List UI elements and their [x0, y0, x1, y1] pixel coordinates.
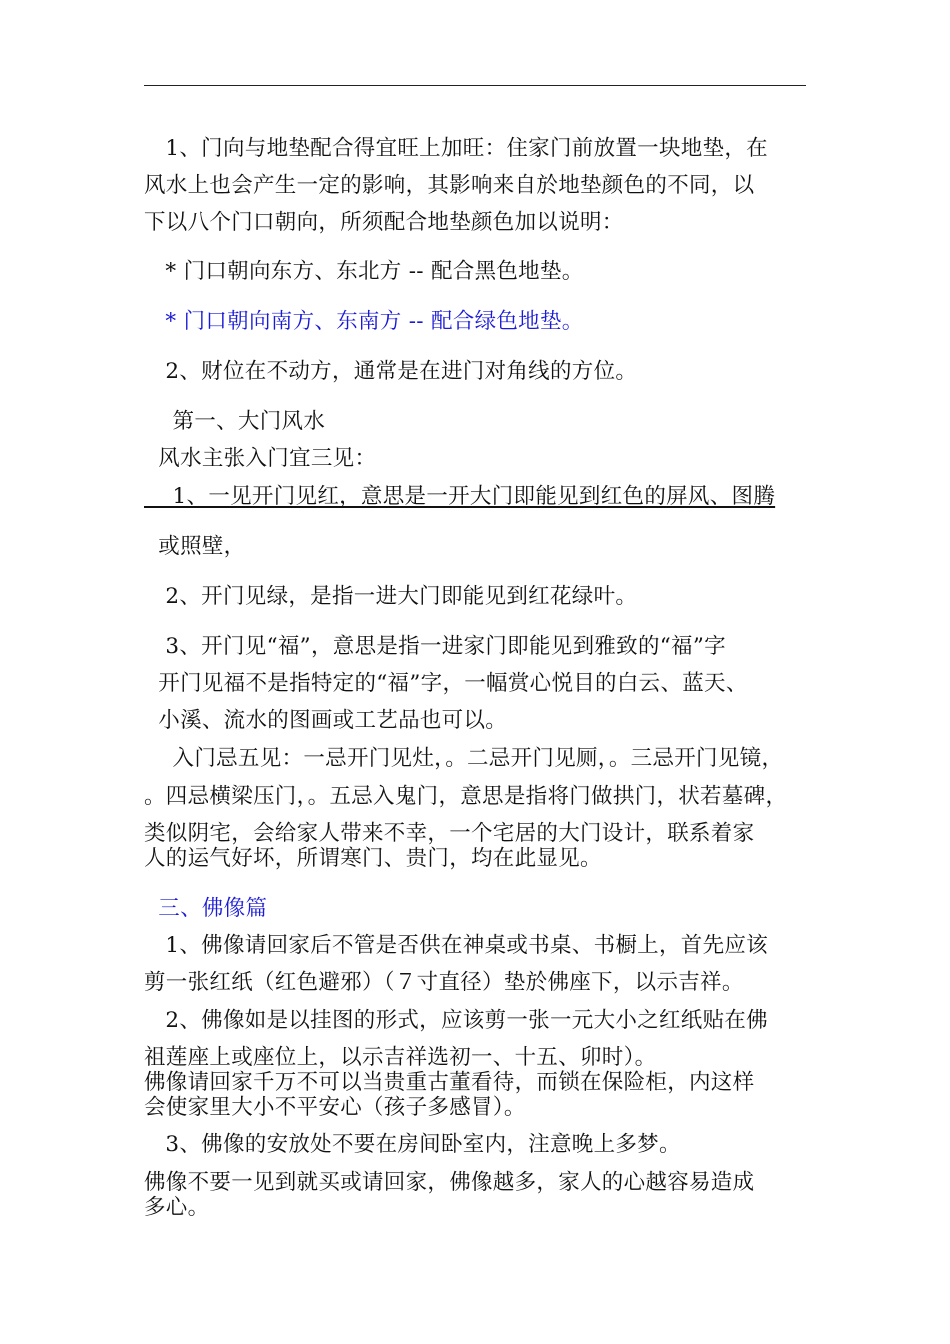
buddha-3: 3、佛像的安放处不要在房间卧室内，注意晚上多梦。 — [144, 1132, 681, 1157]
paragraph-1-line-2: 风水上也会产生一定的影响，其影响来自於地垫颜色的不同，以 — [144, 173, 755, 198]
item-green: 2、开门见绿，是指一进大门即能见到红花绿叶。 — [144, 584, 638, 609]
paragraph-2: 2、财位在不动方，通常是在进门对角线的方位。 — [144, 359, 638, 384]
paragraph-1-line-3: 下以八个门口朝向，所须配合地垫颜色加以说明： — [144, 210, 624, 235]
buddha-2-line-2: 祖莲座上或座位上，以示吉祥选初一、十五、卯时）。 — [144, 1045, 657, 1070]
header-rule — [144, 85, 806, 86]
bullet-south: * 门口朝向南方、东南方 -- 配合绿色地垫。 — [144, 309, 584, 334]
item-fortune-line-3: 小溪、流水的图画或工艺品也可以。 — [144, 708, 508, 733]
five-taboos-line-4: 人的运气好坏，所谓寒门、贵门，均在此显见。 — [144, 846, 602, 871]
five-taboos-line-2: 。四忌横梁压门，。五忌入鬼门，意思是指将门做拱门，状若墓碑， — [144, 784, 788, 809]
item-fortune-line-2: 开门见福不是指特定的“福”字，一幅赏心悦目的白云、蓝天、 — [144, 671, 748, 696]
paragraph-1-line-1: 1、门向与地垫配合得宜旺上加旺：住家门前放置一块地垫，在 — [144, 136, 768, 161]
buddha-final-line-2: 多心。 — [144, 1195, 210, 1220]
buddha-1-line-1: 1、佛像请回家后不管是否供在神桌或书桌、书橱上，首先应该 — [144, 933, 768, 958]
buddha-final-line-1: 佛像不要一见到就买或请回家，佛像越多，家人的心越容易造成 — [144, 1170, 755, 1195]
three-sees-intro — [144, 446, 383, 472]
five-taboos-line-3: 类似阴宅，会给家人带来不幸，一个宅居的大门设计，联系着家 — [144, 821, 755, 846]
item-red: 1、一见开门见红，意思是一开大门即能见到红色的屏风、图腾 — [144, 484, 776, 509]
buddha-note-line-2: 会使家里大小不平安心（孩子多感冒）。 — [144, 1095, 526, 1120]
buddha-note-line-1: 佛像请回家千万不可以当贵重古董看待，而锁在保险柜，内这样 — [144, 1070, 755, 1095]
three-sees-intro-text: 风水主张入门宜三见： — [144, 446, 384, 471]
item-fortune-line-1: 3、开门见“福”，意思是指一进家门即能见到雅致的“福”字 — [144, 634, 726, 659]
section-heading-door: 第一、大门风水 — [144, 409, 326, 434]
item-red-cont: 或照壁， — [144, 534, 246, 559]
section-heading-buddha: 三、佛像篇 — [144, 896, 268, 921]
buddha-2-line-1: 2、佛像如是以挂图的形式，应该剪一张一元大小之红纸贴在佛 — [144, 1008, 768, 1033]
five-taboos-line-1: 入门忌五见：一忌开门见灶，。二忌开门见厕，。三忌开门见镜， — [144, 746, 784, 771]
bullet-east: * 门口朝向东方、东北方 -- 配合黑色地垫。 — [144, 259, 584, 284]
buddha-1-line-2: 剪一张红纸（红色避邪）（７寸直径）垫於佛座下，以示吉祥。 — [144, 970, 744, 995]
